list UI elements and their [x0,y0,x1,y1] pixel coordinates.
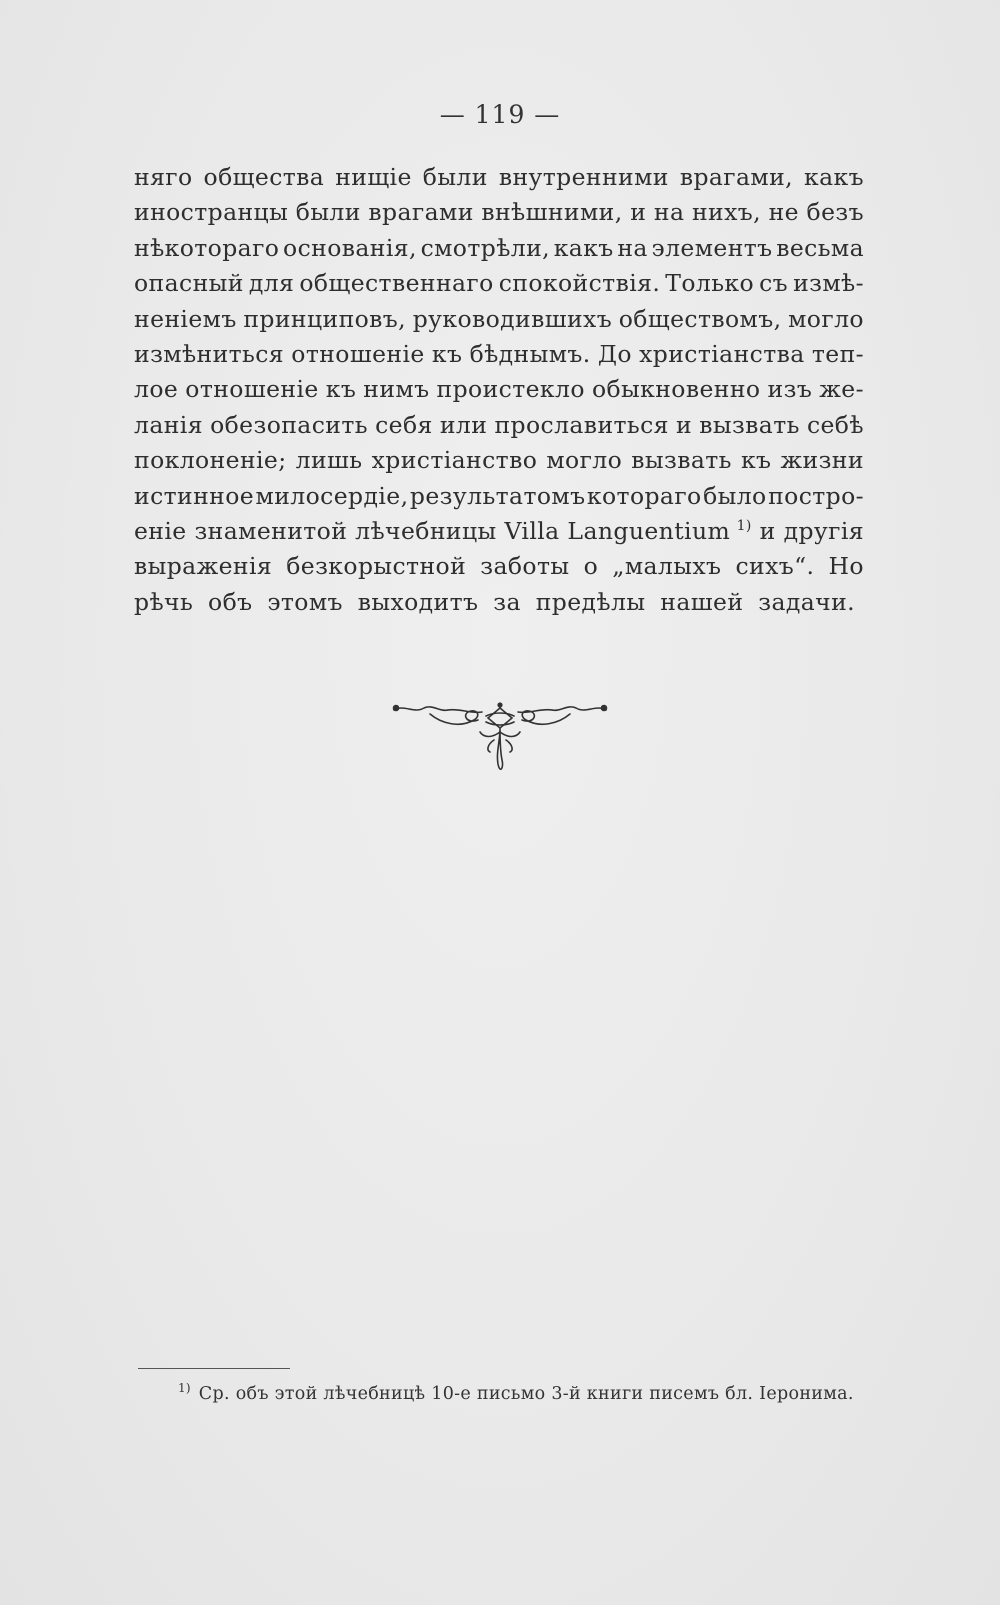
word: обществомъ, [618,304,782,333]
word: измѣниться [134,339,285,368]
word: врагами, [679,163,794,191]
page-number: — 119 — [439,100,561,129]
word: отношеніе [291,339,425,368]
word: милосердіе, [255,481,409,510]
word: съ [759,269,789,298]
text-line [134,372,864,407]
word: внѣшними, [481,198,623,227]
text-line [134,479,864,514]
word: измѣ- [793,269,864,298]
word: обезопасить [210,410,368,439]
word: же- [819,375,864,404]
footnote-divider [138,1368,290,1369]
word: основанія, [283,233,417,262]
text-line [134,408,864,443]
word: могло [546,446,623,475]
text-line [134,160,864,195]
footnote [178,1381,854,1404]
word: могло [788,304,864,333]
word: къ [325,375,357,404]
word: весьма [776,233,864,262]
text-line-tail [737,514,864,549]
word: не [768,198,799,227]
word: прославиться [494,410,669,439]
word: результатомъ [409,481,586,510]
footnote-reference[interactable]: 1) [736,517,752,534]
body-text [134,160,864,620]
word: общественнаго [299,269,494,298]
word: на [617,233,648,262]
text-line [134,302,864,337]
word: истинное [134,481,255,510]
word: бѣднымъ. [469,339,591,368]
text-line [134,195,864,230]
word: принциповъ, [243,304,407,333]
word: были [295,198,361,227]
word: общества [203,163,325,191]
word: какъ [804,163,864,191]
footnote-text: Ср. объ этой лѣчебницѣ 10-е письмо 3-й книги писемъ бл. Іеронима. [198,1384,854,1404]
word: нихъ, [691,198,761,227]
word: вызвать [631,446,732,475]
word: было [703,481,767,510]
word: няго [134,163,193,191]
word: христіанства [639,339,805,368]
vignette-ornament-icon [390,702,610,782]
text-line-last [134,585,864,620]
word: нѣкотораго [134,233,280,262]
word: заботы [480,552,570,581]
word: До [597,339,632,368]
word: проистекло [436,375,585,404]
word: отношеніе [185,375,319,404]
word: „малыхъ [612,552,722,581]
word: неніемъ [134,304,237,333]
word: спокойствія. [498,269,661,298]
word: смотрѣли, [420,233,551,262]
word: врагами [368,198,474,227]
word: сихъ“. [735,552,815,581]
word: внутренними [498,163,669,191]
text-line-with-footnote-ref [134,514,864,549]
word: котораго [586,481,702,510]
word: опасный [134,269,244,298]
word: себя [375,410,433,439]
text-line-segment: еніе знаменитой лѣчебницы Villa Languentium [134,516,731,545]
word: выраженія [134,552,273,581]
footnote-mark: 1) [178,1381,191,1395]
word: къ [740,446,772,475]
word: лое [134,375,179,404]
word: и [630,198,647,227]
word: изъ [767,375,813,404]
word: лишь [295,446,363,475]
word: себѣ [806,410,864,439]
word: какъ [553,233,614,262]
word: о [583,552,599,581]
text-line [134,266,864,301]
word: для [248,269,295,298]
text-line-tail-words: и другія [759,516,864,545]
word: постро- [768,481,864,510]
word: теп- [811,339,864,368]
word: Только [665,269,755,298]
word: и [676,410,693,439]
word: жизни [780,446,864,475]
word: безъ [806,198,864,227]
word: Но [828,552,864,581]
word: нимъ [363,375,430,404]
word: на [653,198,685,227]
word: безкорыстной [286,552,467,581]
word: вызвать [699,410,800,439]
text-line [134,231,864,266]
word: элементъ [651,233,773,262]
word: нищіе [335,163,412,191]
word: были [422,163,488,191]
word: ланія [134,410,203,439]
word: иностранцы [134,198,289,227]
text-line-segment: рѣчь объ этомъ выходитъ за предѣлы нашей задачи. [134,587,856,616]
word: поклоненіе; [134,446,287,475]
word: христіанство [371,446,538,475]
word: руководившихъ [412,304,613,333]
word: къ [431,339,463,368]
word: обыкновенно [591,375,761,404]
text-line [134,549,864,584]
text-line [134,443,864,478]
text-line [134,337,864,372]
word: или [439,410,488,439]
